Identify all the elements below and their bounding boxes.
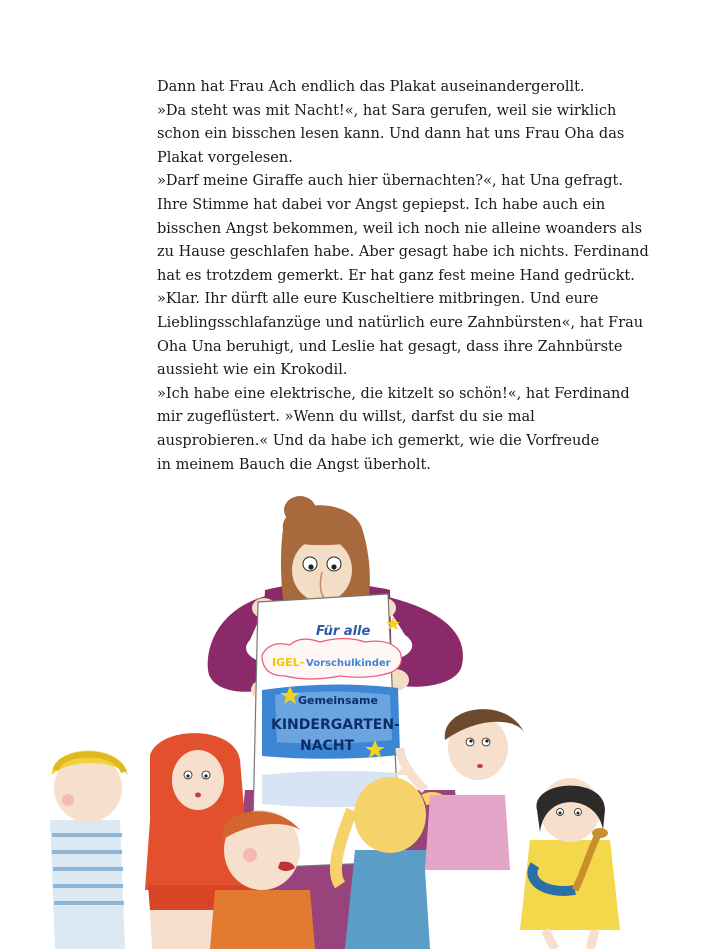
story-line: schon ein bisschen lesen kann. Und dann hat uns Frau Oha das — [157, 126, 625, 143]
story-line: hat es trotzdem gemerkt. Er hat ganz fest meine Hand gedrückt. — [157, 267, 635, 284]
story-line: Plakat vorgelesen. — [157, 149, 293, 166]
story-line: Lieblingsschlafanzüge und natürlich eure Zahnbürsten«, hat Frau — [157, 314, 644, 331]
story-line: »Da steht was mit Nacht!«, hat Sara gerufen, weil sie wirklich — [157, 102, 617, 119]
story-line: Dann hat Frau Ach endlich das Plakat auseinandergerollt. — [157, 79, 585, 95]
story-line: bisschen Angst bekommen, weil ich noch nie alleine woanders als — [157, 220, 643, 237]
illustration — [0, 490, 725, 949]
story-text — [157, 76, 649, 477]
poster-line-5: NACHT — [300, 738, 355, 754]
story-line: mir zugeflüstert. »Wenn du willst, darfst du sie mal — [157, 409, 535, 426]
poster-line-2b: Vorschulkinder — [306, 658, 391, 669]
child-dark-bob — [520, 778, 620, 949]
story-line: in meinem Bauch die Angst überholt. — [157, 456, 431, 473]
poster-line-3: Gemeinsame — [298, 694, 378, 707]
poster-line-4: KINDERGARTEN- — [271, 717, 400, 733]
story-line: »Ich habe eine elektrische, die kitzelt so schön!«, hat Ferdinand — [157, 385, 630, 402]
story-line: »Klar. Ihr dürft alle eure Kuscheltiere mitbringen. Und eure — [157, 291, 599, 308]
story-line: Oha Una beruhigt, und Leslie hat gesagt, dass ihre Zahnbürste — [157, 338, 623, 355]
story-line: zu Hause geschlafen habe. Aber gesagt habe ich nichts. Ferdinand — [157, 244, 649, 261]
story-line: aussieht wie ein Krokodil. — [157, 362, 348, 379]
story-line: Ihre Stimme hat dabei vor Angst gepiepst. Ich habe auch ein — [157, 196, 606, 213]
story-line: »Darf meine Giraffe auch hier übernachten?«, hat Una gefragt. — [157, 173, 623, 190]
child-blond-striped — [50, 751, 128, 949]
story-line: ausprobieren.« Und da habe ich gemerkt, wie die Vorfreude — [157, 432, 600, 449]
poster-line-2a: IGEL- — [272, 656, 305, 669]
poster-line-1: Für alle — [316, 624, 371, 639]
